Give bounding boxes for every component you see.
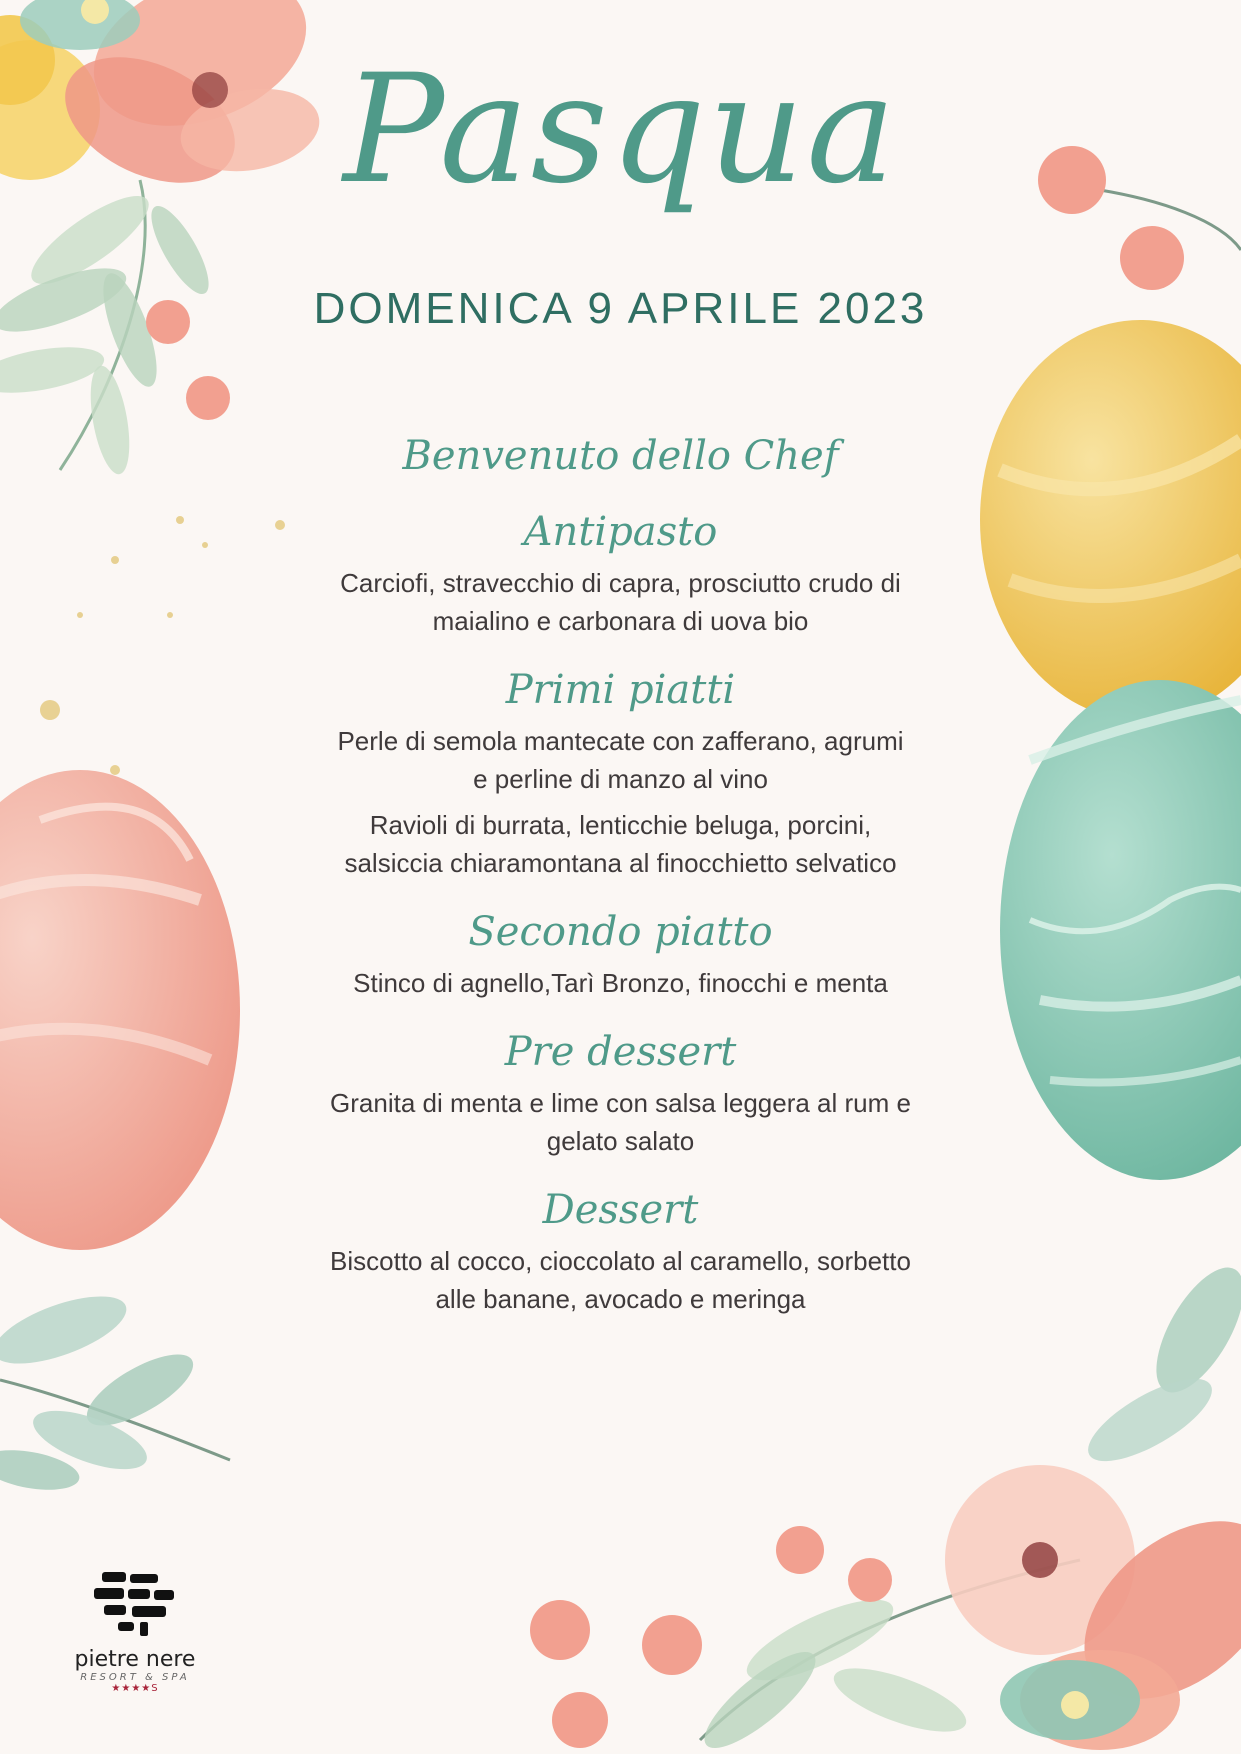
course-title: Secondo piatto xyxy=(468,909,773,955)
dish-line: alle banane, avocado e meringa xyxy=(435,1284,806,1314)
flower-bottom-right-icon xyxy=(530,1254,1241,1754)
course-primi xyxy=(240,666,1001,882)
easter-egg-yellow-icon xyxy=(980,320,1241,720)
brand-subtitle: RESORT & SPA xyxy=(80,1672,190,1683)
dish-line: salsiccia chiaramontana al finocchietto selvatico xyxy=(344,848,897,878)
course-title: Antipasto xyxy=(523,509,718,555)
course-title: Pre dessert xyxy=(504,1029,737,1075)
page-title: Pasqua xyxy=(343,43,898,217)
dish-line: Granita di menta e lime con salsa leggera al rum e xyxy=(330,1088,911,1118)
easter-egg-pink-icon xyxy=(0,770,240,1250)
dish-line: Ravioli di burrata, lenticchie beluga, porcini, xyxy=(369,810,872,840)
dish-line: Carciofi, stravecchio di capra, prosciutto crudo di xyxy=(340,568,901,598)
dish-line: Perle di semola mantecate con zafferano, agrumi xyxy=(337,726,904,756)
course-antipasto xyxy=(240,508,1001,640)
dish-line: maialino e carbonara di uova bio xyxy=(432,606,809,636)
leaves-bottom-left-icon xyxy=(0,1283,230,1497)
course-title: Primi piatti xyxy=(505,667,736,713)
dish-line: Stinco di agnello,Tarì Bronzo, finocchi e menta xyxy=(353,968,888,998)
menu-list xyxy=(240,432,1001,1318)
course-dessert xyxy=(240,1186,1001,1318)
course-secondo xyxy=(240,908,1001,1002)
pietre-nere-logo-icon xyxy=(90,1570,180,1640)
brand-logo xyxy=(50,1570,220,1694)
dish-line: e perline di manzo al vino xyxy=(473,764,768,794)
easter-egg-green-icon xyxy=(1000,680,1241,1180)
brand-name: pietre nere xyxy=(74,1647,196,1672)
dish-line: gelato salato xyxy=(546,1126,695,1156)
course-title: Dessert xyxy=(542,1187,699,1233)
welcome-heading: Benvenuto dello Chef xyxy=(402,433,839,479)
dish-line: Biscotto al cocco, cioccolato al caramello, sorbetto xyxy=(330,1246,911,1276)
event-date: DOMENICA 9 APRILE 2023 xyxy=(313,284,928,333)
brand-rating: ★★★★S xyxy=(111,1683,159,1694)
course-pre-dessert xyxy=(240,1028,1001,1160)
